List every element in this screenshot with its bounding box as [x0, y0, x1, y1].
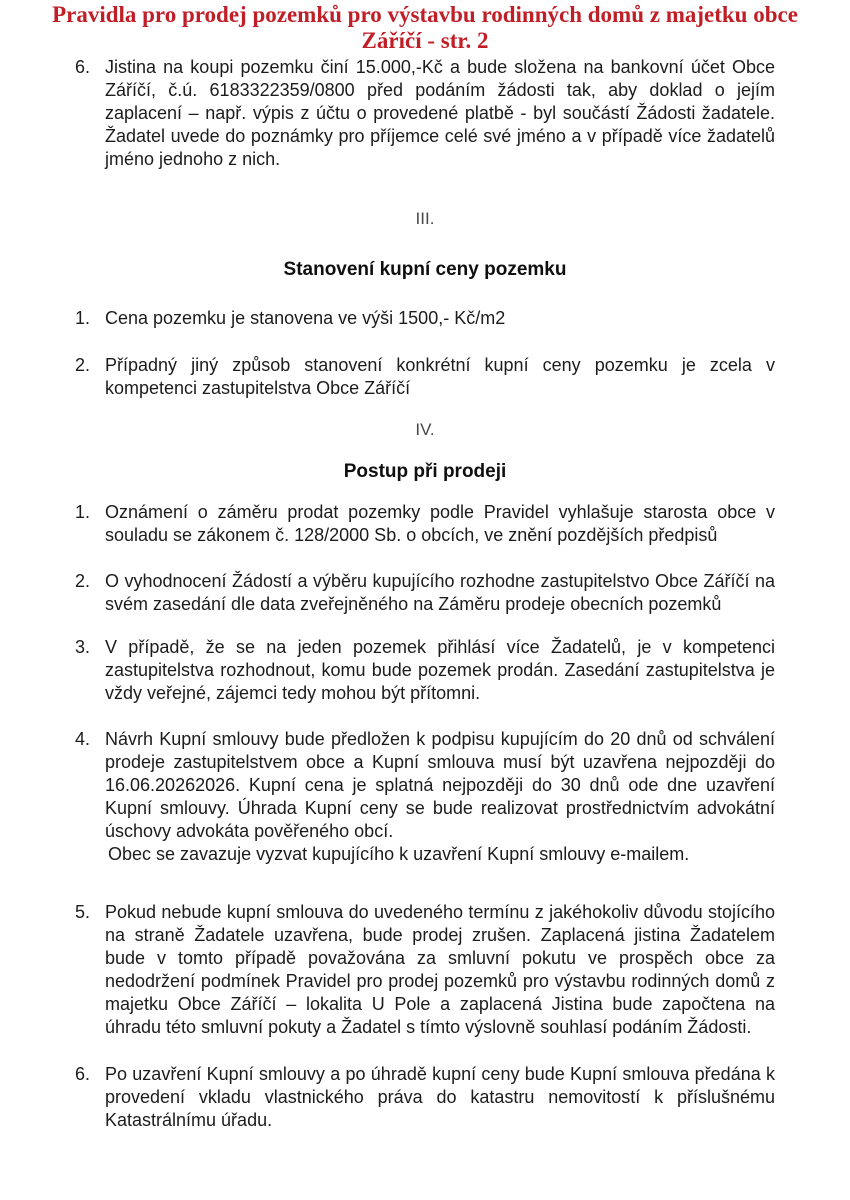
- list-item-number: 3.: [75, 637, 91, 657]
- list-item-number: 1.: [75, 502, 91, 522]
- section-iv-numeral: IV.: [415, 420, 435, 439]
- list-item-number: 1.: [75, 308, 91, 328]
- list-item-text: Cena pozemku je stanovena ve výši 1500,- Kč/m2: [105, 308, 506, 328]
- document-title-line1: Pravidla pro prodej pozemků pro výstavbu rodinných domů z majetku obce: [52, 2, 798, 27]
- list-item-jistina: [75, 56, 775, 171]
- document-title-line2: Záříčí - str. 2: [361, 28, 489, 53]
- list-item-text: V případě, že se na jeden pozemek přihlásí více Žadatelů, je v kompetenci zastupitelstva rozhodnout, komu bude pozemek prodán. Zasedání zastupitelstva je vždy veřejné, zájemci tedy mohou být přítomni.: [105, 637, 775, 703]
- list-item-text: Pokud nebude kupní smlouva do uvedeného termínu z jakéhokoliv důvodu stojícího na straně Žadatele uzavřena, bude prodej zrušen. Zaplacená jistina Žadatelem bude v tomto případě považována za smluvní pokutu ve prospěch obce za nedodržení podmínek Pravidel pro prodej pozemků pro výstavbu rodinných domů z majetku Obce Záříčí – lokalita U Pole a zaplacená Jistina bude započtena na úhradu této smluvní pokuty a Žadatel s tímto výslovně souhlasí podáním Žádosti.: [105, 902, 775, 1037]
- list-item-text: Jistina na koupi pozemku činí 15.000,-Kč a bude složena na bankovní účet Obce Záříčí, č.ú. 6183322359/0800 před podáním žádosti tak, aby doklad o jejím zaplacení – např. výpis z účtu o provedené platbě - byl součástí Žádosti žadatele. Žadatel uvede do poznámky pro příjemce celé své jméno a v případě více žadatelů jméno jednoho z nich.: [105, 57, 775, 169]
- list-item-number: 2.: [75, 355, 91, 375]
- list-item-number: 6.: [75, 1064, 91, 1084]
- document-title: [25, 2, 825, 54]
- list-item-navrh-smlouvy: [75, 728, 775, 866]
- list-item-jiny-zpusob: [75, 354, 775, 400]
- list-item-number: 6.: [75, 57, 91, 77]
- list-item-cena: [75, 307, 775, 330]
- section-iv-heading: Postup při prodeji: [343, 461, 507, 482]
- list-item-oznameni: [75, 501, 775, 547]
- list-item-vice-zadatelu: [75, 636, 775, 705]
- section-iii-numeral: III.: [415, 209, 435, 228]
- section-iii-heading: Stanovení kupní ceny pozemku: [283, 259, 567, 280]
- list-item-number: 2.: [75, 571, 91, 591]
- list-item-vyhodnoceni: [75, 570, 775, 616]
- list-item-zruseni-prodeje: [75, 901, 775, 1039]
- list-item-text: [105, 728, 775, 866]
- list-item-text: Případný jiný způsob stanovení konkrétní kupní ceny pozemku je zcela v kompetenci zastupitelstva Obce Záříčí: [105, 355, 775, 398]
- list-item-extra-line: Obec se zavazuje vyzvat kupujícího k uzavření Kupní smlouvy e-mailem.: [108, 844, 690, 864]
- list-item-text: Oznámení o záměru prodat pozemky podle Pravidel vyhlašuje starosta obce v souladu se zákonem č. 128/2000 Sb. o obcích, ve znění pozdějších předpisů: [105, 502, 775, 545]
- list-item-paragraph: Návrh Kupní smlouvy bude předložen k podpisu kupujícím do 20 dnů od schválení prodeje zastupitelstvem obce a Kupní smlouva musí být uzavřena nejpozději do 16.06.20262026. Kupní cena je splatná nejpozději do 30 dnů ode dne uzavření Kupní smlouvy. Úhrada Kupní ceny se bude realizovat prostřednictvím advokátní úschovy advokáta pověřeného obcí.: [105, 729, 775, 841]
- list-item-katastr: [75, 1063, 775, 1132]
- list-item-number: 5.: [75, 902, 91, 922]
- list-item-text: O vyhodnocení Žádostí a výběru kupujícího rozhodne zastupitelstvo Obce Záříčí na svém zasedání dle data zveřejněného na Záměru prodeje obecních pozemků: [105, 571, 775, 614]
- list-item-number: 4.: [75, 729, 91, 749]
- list-item-text: Po uzavření Kupní smlouvy a po úhradě kupní ceny bude Kupní smlouva předána k provedení vkladu vlastnického práva do katastru nemovitostí k příslušnému Katastrálnímu úřadu.: [105, 1064, 775, 1130]
